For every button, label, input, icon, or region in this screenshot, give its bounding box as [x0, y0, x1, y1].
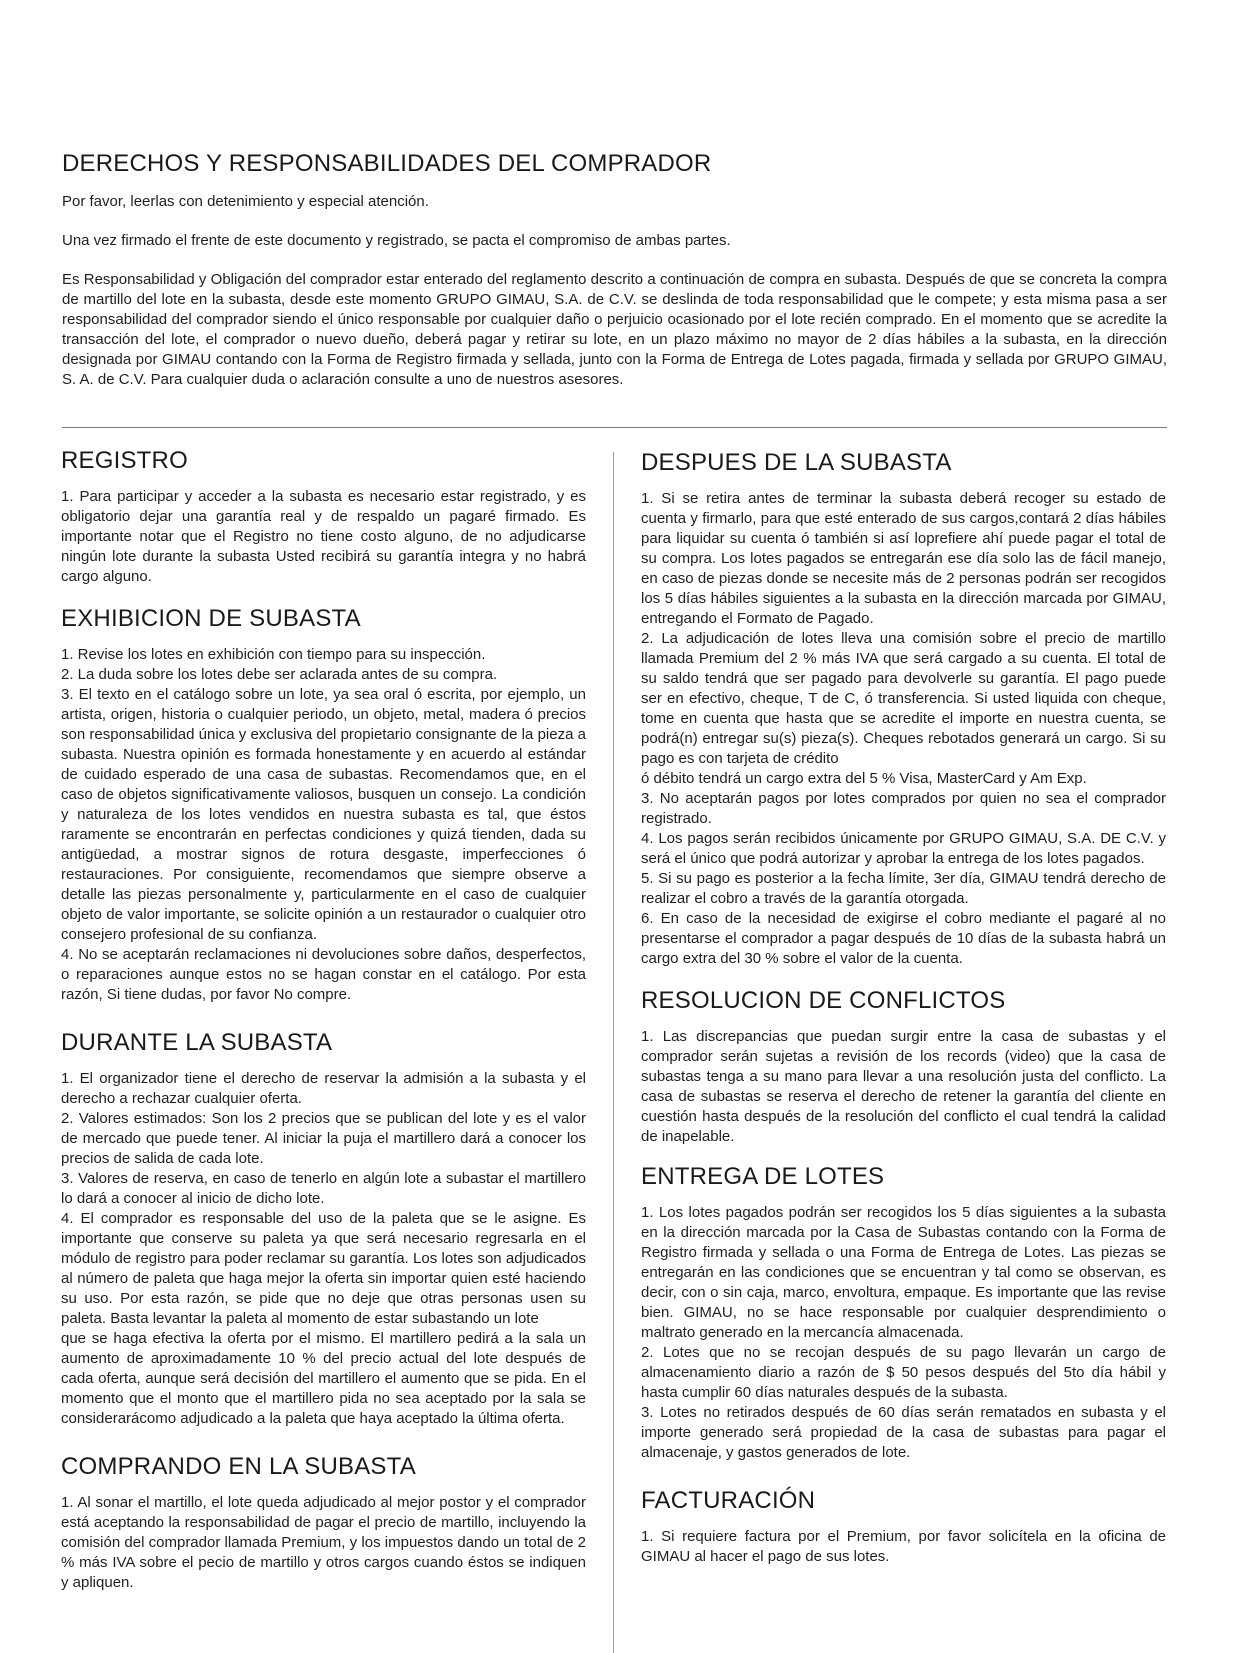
section-heading: DESPUES DE LA SUBASTA — [641, 449, 952, 476]
section-paragraph: 1. Para participar y acceder a la subasta es necesario estar registrado, y es obligatorio dejar una garantía real y de respaldo un pagaré firmado. Es importante notar que el Registro no tiene costo alguno, de no adjudicarse ningún lote durante la subasta Usted recibirá su garantía integra y no habrá cargo alguno. — [61, 488, 586, 585]
section-paragraph: 6. En caso de la necesidad de exigirse el cobro mediante el pagaré al no presentarse el comprador a pagar después de 10 días de la subasta habrá un cargo extra del 30 % sobre el valor de la cuenta. — [641, 910, 1166, 967]
section-despues — [641, 449, 1166, 969]
right-column — [641, 449, 1166, 1567]
section-paragraph: 3. El texto en el catálogo sobre un lote, ya sea oral ó escrita, por ejemplo, un artista, origen, historia o cualquier periodo, un objeto, metal, madera ó precios son responsabilidad única y exclusiva del propietario consignante de la pieza a subasta. Nuestra opinión es formada honestamente y en acuerdo al estándar de cuidado esperado de una casa de subastas. Recomendamos que, en el caso de objetos significativamente valiosos, busquen un consejo. La condición y naturaleza de los lotes vendidos en nuestra subasta es tal, que éstos raramente se encontrarán en perfectas condiciones y quizá tienden, dada su antigüedad, a mostrar signos de rotura desgaste, imperfecciones ó restauraciones. Por consiguiente, recomendamos que siempre observe a detalle las piezas personalmente y, particularmente en el caso de cualquier objeto de valor importante, se solicite opinión a un restaurador o cualquier otro consejero profesional de su confianza. — [61, 686, 586, 943]
section-paragraph: 5. Si su pago es posterior a la fecha límite, 3er día, GIMAU tendrá derecho de realizar el cobro a través de la garantía otorgada. — [641, 870, 1166, 907]
section-heading: COMPRANDO EN LA SUBASTA — [61, 1453, 416, 1480]
section-paragraph: 1. Al sonar el martillo, el lote queda adjudicado al mejor postor y el comprador está aceptando la responsabilidad de pagar el precio de martillo, incluyendo la comisión del comprador llamada Premium, y los impuestos dando un total de 2 % más IVA sobre el pecio de martillo y otros cargos cuando éstos se indiquen y apliquen. — [61, 1494, 586, 1591]
section-paragraph: 1. Si requiere factura por el Premium, por favor solicítela en la oficina de GIMAU al hacer el pago de sus lotes. — [641, 1528, 1166, 1565]
section-paragraph: 1. Las discrepancias que puedan surgir entre la casa de subastas y el comprador serán sujetas a revisión de los records (video) que la casa de subastas tenga a su mano para llevar a una resolución justa del conflicto. La casa de subastas se reserva el derecho de retener la garantía del cliente en cuestión hasta después de la resolución del conflicto el cual tendrá la calidad de inapelable. — [641, 1028, 1166, 1145]
section-paragraph: 1. El organizador tiene el derecho de reservar la admisión a la subasta y el derecho a rechazar cualquier oferta. — [61, 1070, 586, 1107]
intro-section — [62, 192, 1167, 410]
section-paragraph: 4. Los pagos serán recibidos únicamente por GRUPO GIMAU, S.A. DE C.V. y será el único que podrá autorizar y aprobar la entrega de los lotes pagados. — [641, 830, 1166, 867]
section-comprando — [61, 1453, 586, 1593]
section-paragraph: 2. La adjudicación de lotes lleva una comisión sobre el precio de martillo llamada Premium del 2 % más IVA que será cargado a su cuenta. El total de su saldo tendrá que ser pagado para devolverle su garantía. El pago puede ser en efectivo, cheque, T de C, ó transferencia. Si usted liquida con cheque, tome en cuenta que hasta que se acredite el importe en nuestra cuenta, se podrá(n) entregar su(s) pieza(s). Cheques rebotados generará un cargo. Si su pago es con tarjeta de crédito — [641, 630, 1166, 767]
intro-paragraph: Una vez firmado el frente de este documento y registrado, se pacta el compromiso de ambas partes. — [62, 232, 731, 249]
section-paragraph: 2. La duda sobre los lotes debe ser aclarada antes de su compra. — [61, 666, 498, 683]
section-facturacion — [641, 1487, 1166, 1567]
section-paragraph: 4. El comprador es responsable del uso de la paleta que se le asigne. Es importante que conserve su paleta ya que será necesario regresarla en el módulo de registro para poder reclamar su garantía. Los lotes son adjudicados al número de paleta que haga mejor la oferta sin importar quien esté haciendo su uso. Por esta razón, se pide que no deje que otras personas usen su paleta. Basta levantar la paleta al momento de estar subastando un lote — [61, 1210, 586, 1327]
section-paragraph: ó débito tendrá un cargo extra del 5 % Visa, MasterCard y Am Exp. — [641, 770, 1087, 787]
section-paragraph: 1. Si se retira antes de terminar la subasta deberá recoger su estado de cuenta y firmarlo, para que esté enterado de sus cargos,contará 2 días hábiles para liquidar su cuenta ó también si así loprefiere ahí puede pagar el total de su compra. Los lotes pagados se entregarán ese día solo las de fácil manejo, en caso de piezas donde se necesite más de 2 personas podrán ser recogidos los 5 días hábiles siguientes a la subasta en la dirección marcada por GIMAU, entregando el Formato de Pagado. — [641, 490, 1166, 627]
section-paragraph: 3. Valores de reserva, en caso de tenerlo en algún lote a subastar el martillero lo dará a conocer al inicio de dicho lote. — [61, 1170, 586, 1207]
intro-paragraph: Por favor, leerlas con detenimiento y especial atención. — [62, 193, 429, 210]
section-paragraph: 1. Revise los lotes en exhibición con tiempo para su inspección. — [61, 646, 486, 663]
section-heading: RESOLUCION DE CONFLICTOS — [641, 987, 1006, 1014]
section-paragraph: 3. Lotes no retirados después de 60 días serán rematados en subasta y el importe generado será propiedad de la casa de subastas para pagar el almacenaje, y gastos generados de lote. — [641, 1404, 1166, 1461]
section-heading: REGISTRO — [61, 447, 188, 474]
section-heading: DURANTE LA SUBASTA — [61, 1029, 333, 1056]
section-paragraph: 4. No se aceptarán reclamaciones ni devoluciones sobre daños, desperfectos, o reparaciones aunque estos no se hagan constar en el catálogo. Por esta razón, Si tiene dudas, por favor No compre. — [61, 946, 586, 1003]
section-heading: EXHIBICION DE SUBASTA — [61, 605, 361, 632]
section-registro — [61, 447, 586, 587]
section-paragraph: 3. No aceptarán pagos por lotes comprados por quien no sea el comprador registrado. — [641, 790, 1166, 827]
section-resolucion — [641, 987, 1166, 1147]
section-exhibicion — [61, 605, 586, 1005]
horizontal-divider — [62, 427, 1167, 428]
left-column — [61, 447, 586, 1593]
column-divider — [613, 452, 614, 1653]
page-title: DERECHOS Y RESPONSABILIDADES DEL COMPRADOR — [62, 150, 712, 177]
section-heading: FACTURACIÓN — [641, 1487, 816, 1514]
section-entrega — [641, 1163, 1166, 1463]
section-heading: ENTREGA DE LOTES — [641, 1163, 885, 1190]
section-paragraph: 1. Los lotes pagados podrán ser recogidos los 5 días siguientes a la subasta en la dirección marcada por la Casa de Subastas contando con la Forma de Registro firmada y sellada o una Forma de Entrega de Lotes. Las piezas se entregarán en las condiciones que se encuentran y tal como se observan, es decir, con o sin caja, marco, envoltura, empaque. Es importante que las revise bien. GIMAU, no se hace responsable por cualquier desprendimiento o maltrato generado en la mercancía almacenada. — [641, 1204, 1166, 1341]
section-paragraph: 2. Valores estimados: Son los 2 precios que se publican del lote y es el valor de mercado que puede tener. Al iniciar la puja el martillero dará a conocer los precios de salida de cada lote. — [61, 1110, 586, 1167]
section-durante — [61, 1029, 586, 1429]
section-paragraph: que se haga efectiva la oferta por el mismo. El martillero pedirá a la sala un aumento de aproximadamente 10 % del precio actual del lote después de cada oferta, aunque será decisión del martillero el aumento que se pida. En el momento que el monto que el martillero pida no sea aceptado por la sala se considerarácomo adjudicado a la paleta que haya aceptado la última oferta. — [61, 1330, 586, 1427]
section-paragraph: 2. Lotes que no se recojan después de su pago llevarán un cargo de almacenamiento diario a razón de $ 50 pesos después del 5to día hábil y hasta cumplir 60 días naturales después de la subasta. — [641, 1344, 1166, 1401]
intro-paragraph: Es Responsabilidad y Obligación del comprador estar enterado del reglamento descrito a continuación de compra en subasta. Después de que se concreta la compra de martillo del lote en la subasta, desde este momento GRUPO GIMAU, S.A. de C.V. se deslinda de toda responsabilidad que le compete; y esta misma pasa a ser responsabilidad del comprador siendo el único responsable por cualquier daño o perjuicio ocasionado por el lote recién comprado. En el momento que se acredite la transacción del lote, el comprador o nuevo dueño, deberá pagar y retirar su lote, en un plazo máximo no mayor de 2 días hábiles a la subasta, en la dirección designada por GIMAU contando con la Forma de Registro firmada y sellada, junto con la Forma de Entrega de Lotes pagada, firmada y sellada por GRUPO GIMAU, S. A. de C.V. Para cualquier duda o aclaración consulte a uno de nuestros asesores. — [62, 271, 1167, 388]
